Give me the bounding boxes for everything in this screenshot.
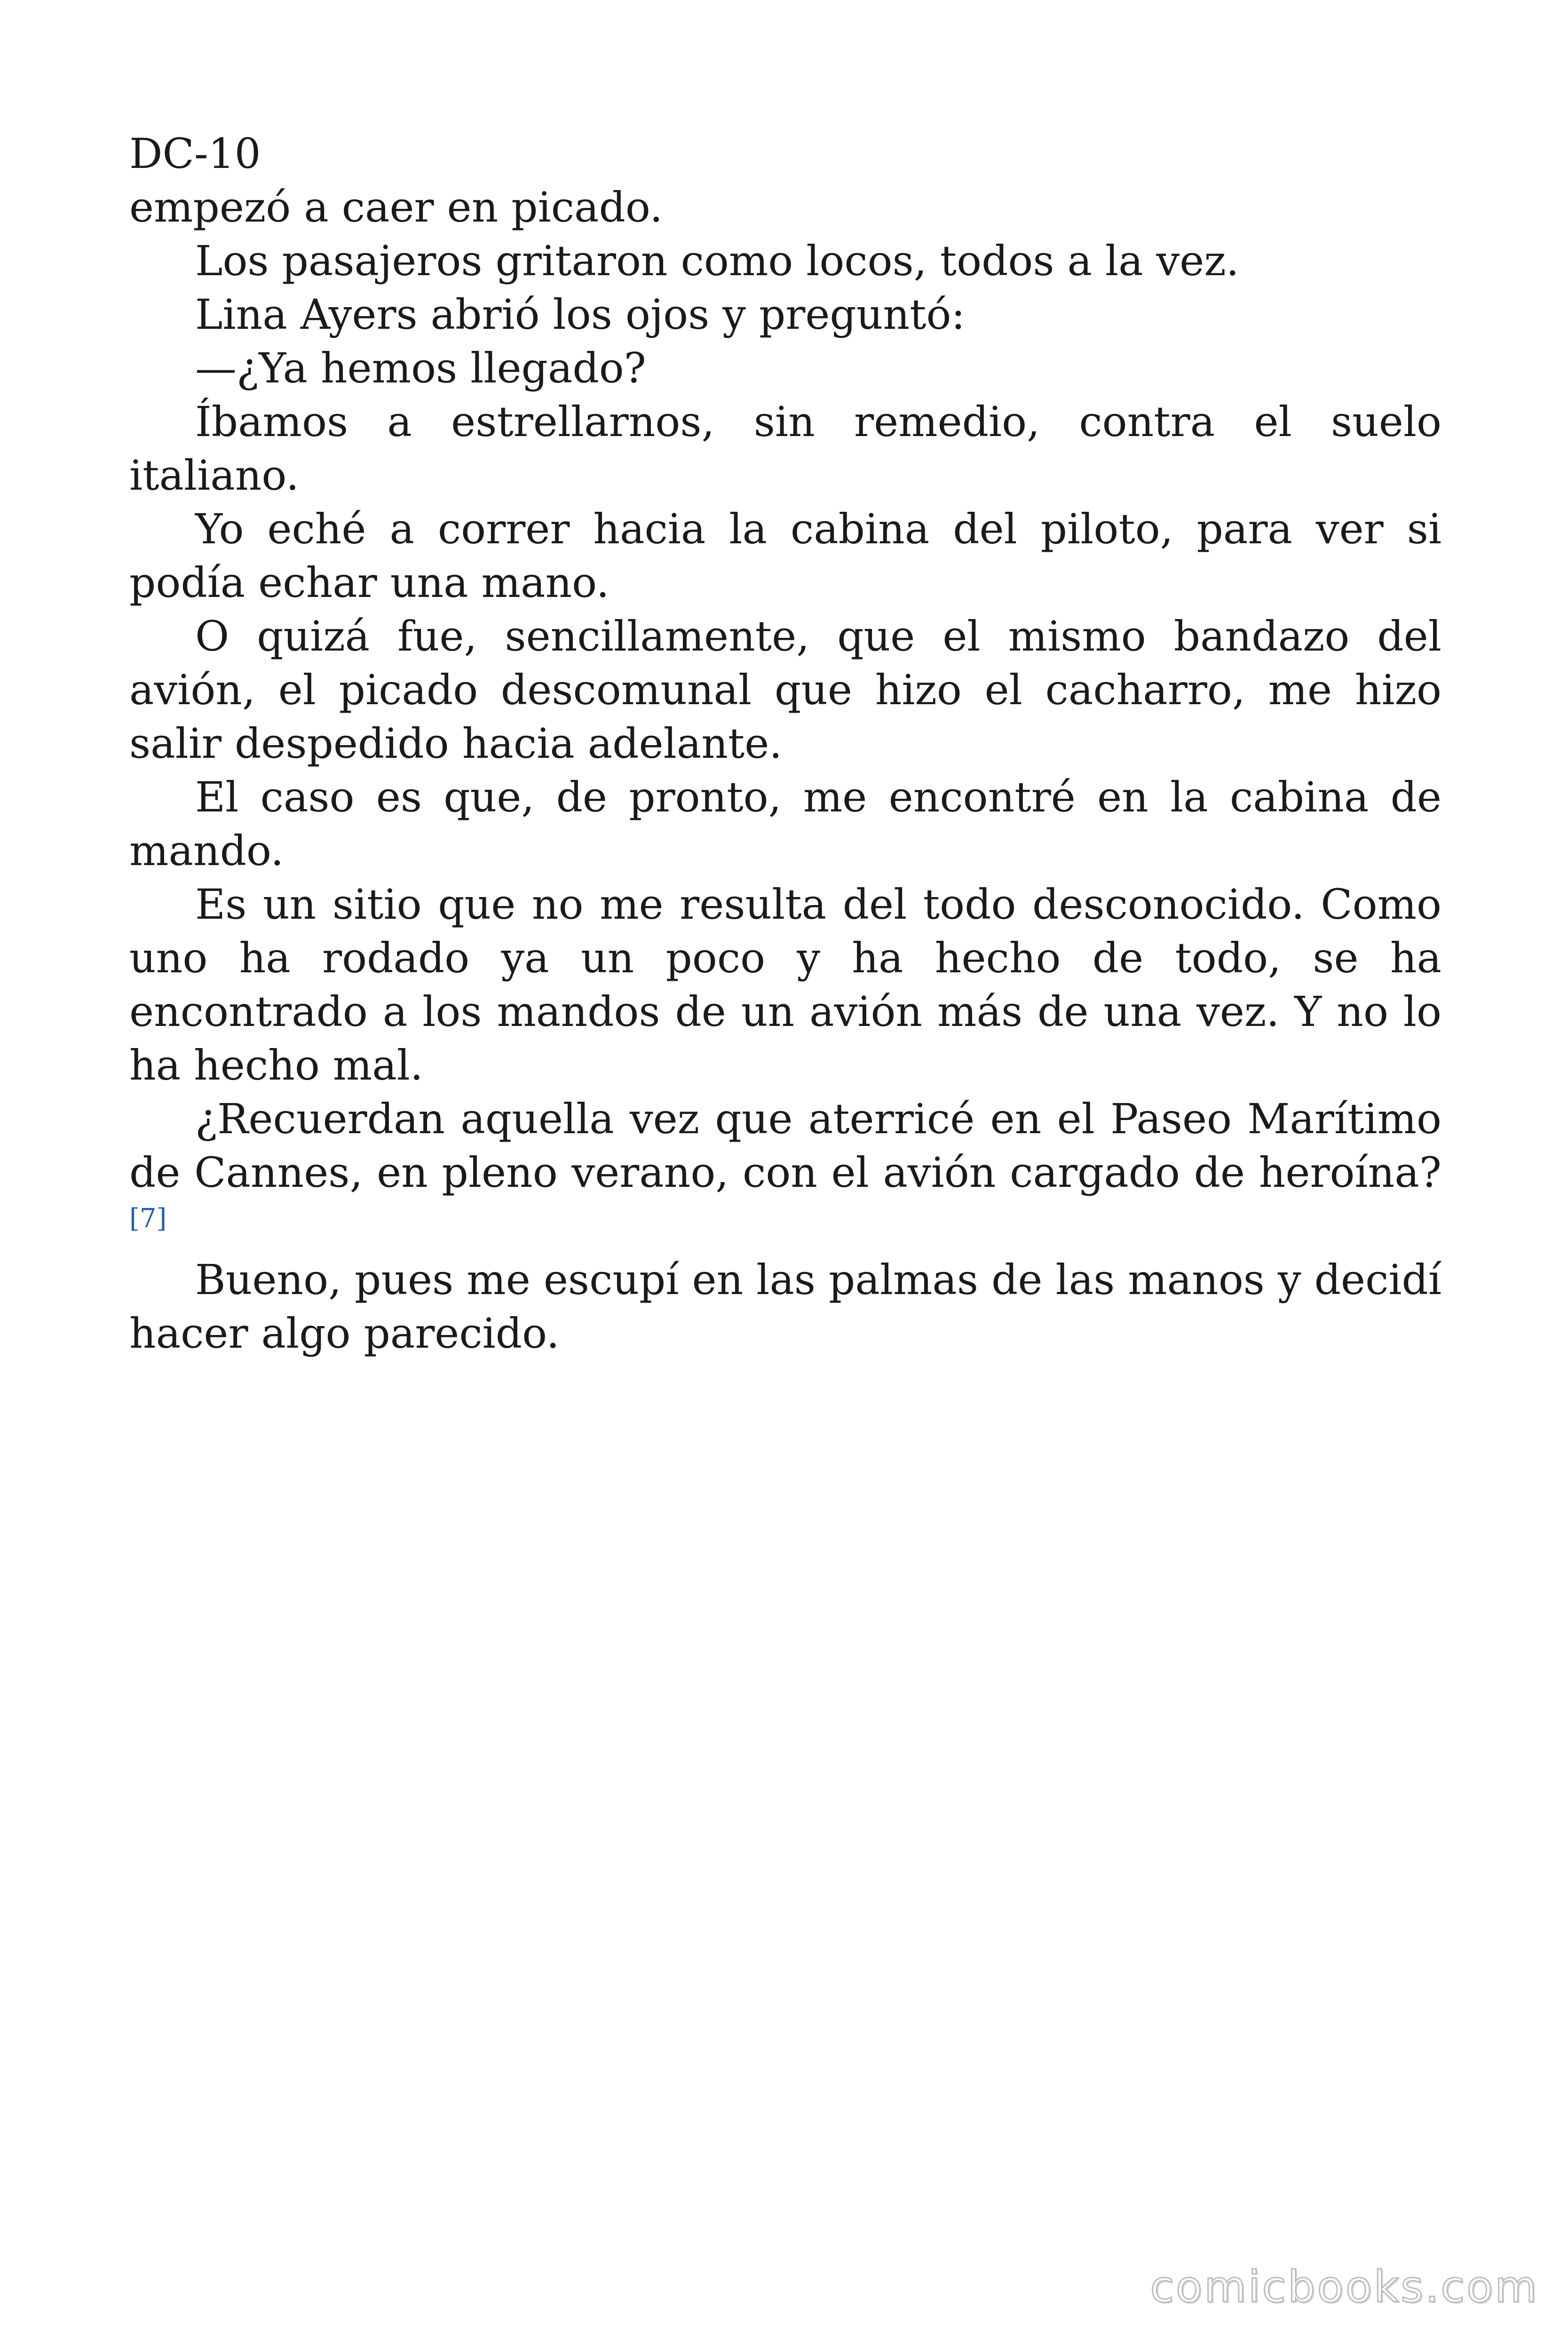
heading-fragment: DC-10 bbox=[129, 129, 261, 178]
paragraph-10 bbox=[129, 1092, 1441, 1253]
paragraph-3: Lina Ayers abrió los ojos y preguntó: bbox=[195, 290, 966, 339]
paragraph-8: El caso es que, de pronto, me encontré en la cabina de mando. bbox=[129, 773, 1441, 875]
watermark: comicbooks.com bbox=[1150, 2262, 1539, 2312]
paragraph-5: Íbamos a estrellarnos, sin remedio, contra el suelo italiano. bbox=[129, 397, 1441, 500]
paragraph-9: Es un sitio que no me resulta del todo desconocido. Como uno ha rodado ya un poco y ha hecho de todo, se ha encontrado a los mandos de un avión más de una vez. Y no lo ha hecho mal. bbox=[129, 880, 1441, 1089]
paragraph-1: empezó a caer en picado. bbox=[129, 183, 663, 231]
footnote-link[interactable]: [7] bbox=[129, 1203, 167, 1234]
paragraph-10-text: ¿Recuerdan aquella vez que aterricé en el Paseo Marítimo de Cannes, en pleno verano, con el avión cargado de heroína? bbox=[129, 1095, 1441, 1197]
paragraph-6: Yo eché a correr hacia la cabina del piloto, para ver si podía echar una mano. bbox=[129, 505, 1441, 607]
paragraph-11: Bueno, pues me escupí en las palmas de las manos y decidí hacer algo parecido. bbox=[129, 1255, 1441, 1358]
paragraph-4: —¿Ya hemos llegado? bbox=[195, 344, 646, 392]
paragraph-2: Los pasajeros gritaron como locos, todos a la vez. bbox=[195, 237, 1239, 285]
document-page bbox=[129, 127, 1441, 1360]
paragraph-7: O quizá fue, sencillamente, que el mismo bandazo del avión, el picado descomunal que hizo el cacharro, me hizo salir despedido hacia adelante. bbox=[129, 612, 1441, 768]
